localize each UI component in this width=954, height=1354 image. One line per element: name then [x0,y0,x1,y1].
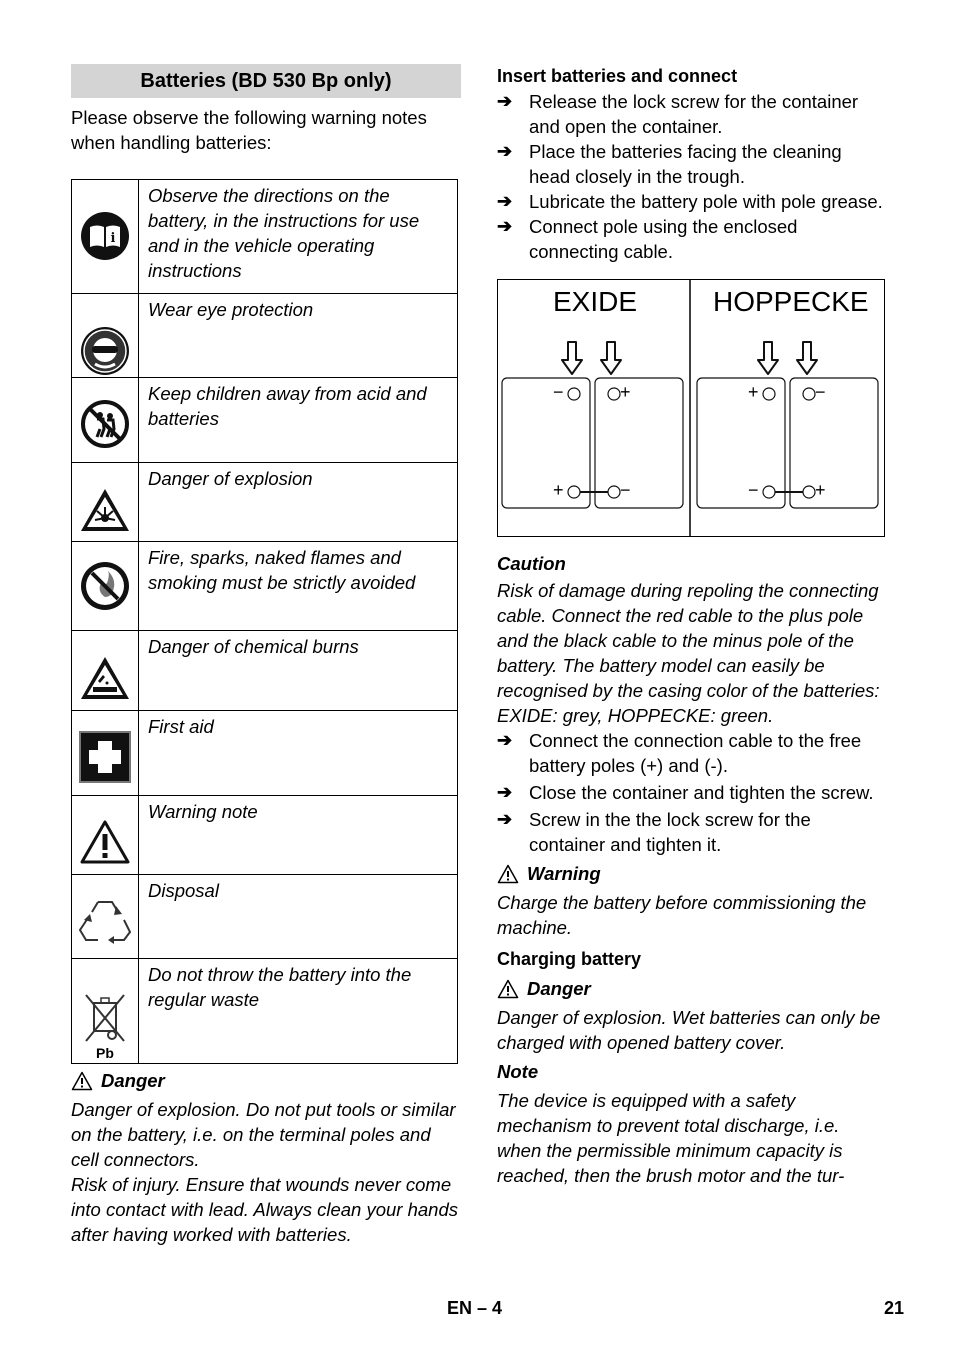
arrow-icon: ➔ [497,91,513,111]
arrow-icon: ➔ [497,730,513,750]
danger-heading-label: Danger [527,978,591,999]
pole-sign: − [553,382,564,402]
danger-heading [71,1068,461,1093]
no-fire-icon [80,561,130,611]
crossed-bin-icon [80,991,130,1045]
arrow-icon: ➔ [497,809,513,829]
caution-heading: Caution [497,553,566,574]
note-text: The device is equipped with a safety mechanism to prevent total discharge, i.e. when the permissible minimum capacity is reached, then the brush motor and the tur- [497,1090,845,1186]
warning-icon-cell [72,711,139,796]
list-item-text: Close the container and tighten the screw. [529,782,874,803]
footer-section: EN – 4 [447,1298,503,1318]
page-number: 21 [884,1298,905,1318]
danger-text: Danger of explosion. Wet batteries can only be charged with opened battery cover. [497,1007,881,1053]
pole-sign: + [553,480,564,500]
warning-row [72,711,458,796]
list-item [497,139,887,189]
eye-protection-icon [80,326,130,376]
arrow-icon: ➔ [497,191,513,211]
warning-icon [79,819,131,865]
list-item-text: Screw in the the lock screw for the container and tighten it. [529,809,811,855]
arrow-icon: ➔ [497,141,513,161]
warning-text: Keep children away from acid and batteries [139,378,458,463]
warning-row [72,378,458,463]
warning-text: Danger of explosion [139,463,458,542]
first-aid-icon [79,731,131,783]
warning-text: First aid [139,711,458,796]
warning-triangle-icon [497,864,519,884]
charging-heading: Charging battery [497,949,642,969]
chemical-burn-icon [79,655,131,701]
warning-row [72,542,458,631]
pole-sign: + [748,382,759,402]
warning-icon-cell [72,631,139,711]
warning-text: Warning note [139,796,458,875]
warning-text: Observe the directions on the battery, in the instructions for use and in the vehicle operating instructions [139,180,458,294]
warning-text: Wear eye protection [139,294,458,378]
warning-text: Charge the battery before commissioning the machine. [497,892,867,938]
warning-row [72,631,458,711]
warning-row [72,463,458,542]
warning-table [71,179,458,1064]
warning-row [72,875,458,959]
explosion-icon [79,487,131,533]
warning-icon-cell [72,959,139,1064]
insert-heading: Insert batteries and connect [497,66,738,86]
left-column [71,64,461,1247]
list-item-text: Connect pole using the enclosed connecting cable. [529,216,798,262]
pole-sign: + [620,382,631,402]
no-children-icon [80,399,130,449]
list-item-text: Lubricate the battery pole with pole grease. [529,191,883,212]
right-column [497,64,887,1188]
pole-sign: − [620,480,631,500]
warning-text: Disposal [139,875,458,959]
pole-sign: − [815,382,826,402]
danger-heading-label: Danger [101,1070,165,1091]
list-item-text: Release the lock screw for the container and open the container. [529,91,859,137]
list-item-text: Place the batteries facing the cleaning head closely in the trough. [529,141,842,187]
recycle-icon [78,896,132,946]
warning-icon-cell [72,180,139,294]
battery-diagram [497,279,885,537]
danger-heading [497,976,887,1001]
warning-triangle-icon [497,979,519,999]
warning-heading-label: Warning [527,863,601,884]
list-item [497,728,887,778]
list-item [497,780,887,805]
warning-row [72,180,458,294]
list-item [497,807,887,857]
pb-label: Pb [96,1045,114,1061]
section-title: Batteries (BD 530 Bp only) [71,64,461,98]
warning-icon-cell [72,796,139,875]
caution-text: Risk of damage during repoling the connecting cable. Connect the red cable to the plus pole and the black cable to the minus pole of the battery. The battery model can easily be recognised by the casing color of the batteries: EXIDE: grey, HOPPECKE: green. [497,580,880,726]
pole-sign: + [815,480,826,500]
intro-text: Please observe the following warning notes when handling batteries: [71,107,427,153]
warning-heading [497,861,887,886]
warning-icon-cell [72,875,139,959]
warning-text: Danger of chemical burns [139,631,458,711]
note-heading: Note [497,1061,539,1082]
arrow-icon: ➔ [497,216,513,236]
hoppecke-label: HOPPECKE [713,286,869,317]
warning-row [72,294,458,378]
warning-icon-cell [72,463,139,542]
warning-icon-cell [72,542,139,631]
warning-text: Fire, sparks, naked flames and smoking must be strictly avoided [139,542,458,631]
warning-row [72,796,458,875]
danger-text-2: Risk of injury. Ensure that wounds never come into contact with lead. Always clean your hands after having worked with batteries. [71,1174,459,1245]
danger-text: Danger of explosion. Do not put tools or similar on the battery, i.e. on the terminal poles and cell connectors. [71,1099,456,1170]
pole-sign: − [748,480,759,500]
exide-label: EXIDE [553,286,638,317]
list-item [497,189,887,214]
svg-text:i: i [110,231,116,246]
list-item [497,214,887,264]
warning-icon-cell [72,378,139,463]
list-item [497,89,887,139]
warning-row [72,959,458,1064]
list-item-text: Connect the connection cable to the free battery poles (+) and (-). [529,730,862,776]
manual-icon [80,211,130,261]
arrow-icon: ➔ [497,782,513,802]
warning-triangle-icon [71,1071,93,1091]
warning-text: Do not throw the battery into the regular waste [139,959,458,1064]
warning-icon-cell [72,294,139,378]
